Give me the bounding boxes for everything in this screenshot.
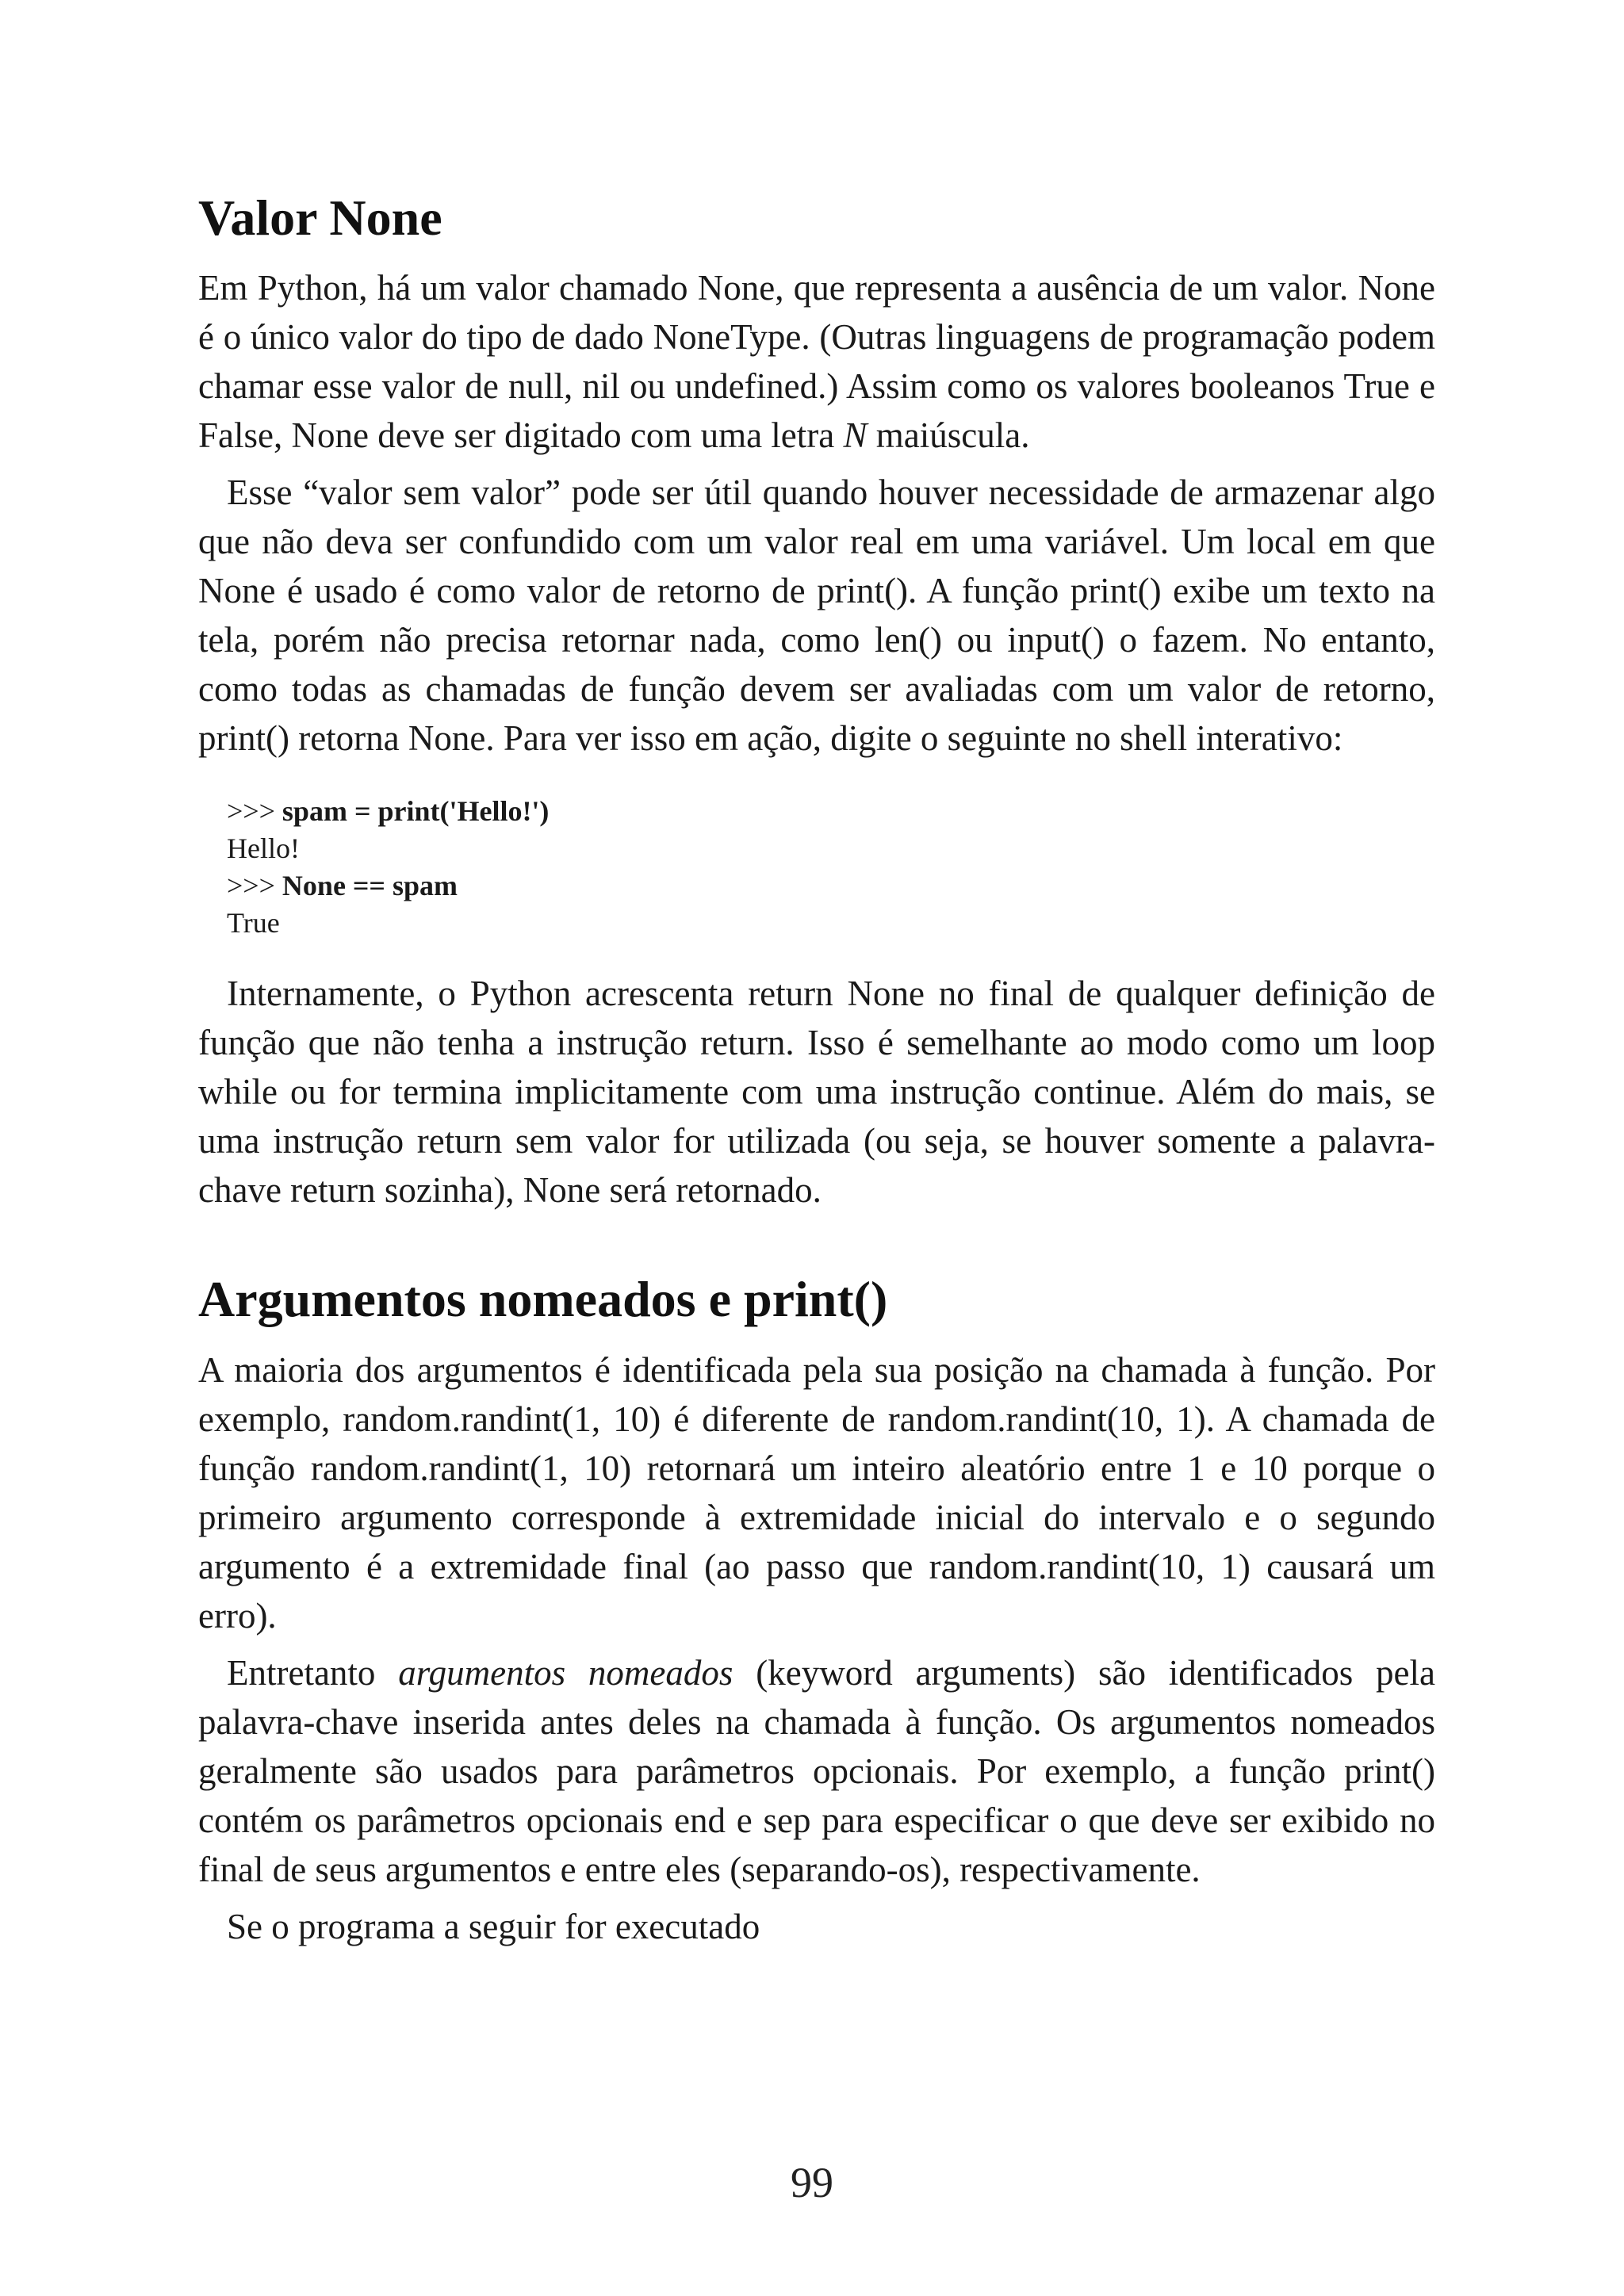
code-input: spam = print('Hello!') (282, 795, 550, 828)
code-line (227, 793, 1435, 830)
paragraph: Se o programa a seguir for executado (227, 1906, 760, 1946)
shell-prompt: >>> (227, 795, 282, 828)
text-run: Entretanto (227, 1652, 399, 1693)
paragraph (198, 263, 1435, 460)
text-run: (keyword arguments) são identificados pela palavra-chave inserida antes deles na chamada à função. Os argumentos nomeados geralmente são usados para parâmetros opcionais. Por exemplo, a função print() contém os parâmetros opcionais end e sep para especificar o que deve ser exibido no final de seus argumentos e entre eles (separando-os), respectivamente. (198, 1652, 1435, 1889)
emphasis-text: argumentos nomeados (398, 1652, 733, 1693)
paragraph: Internamente, o Python acrescenta return None no final de qualquer definição de função que não tenha a instrução return. Isso é semelhante ao modo como um loop while ou for termina implicitamente com uma instrução continue. Além do mais, se uma instrução return sem valor for utilizada (ou seja, se houver somente a palavra-chave return sozinha), None será retornado. (198, 974, 1435, 1211)
page-content (198, 190, 1435, 1951)
code-line (227, 867, 1435, 905)
paragraph (198, 1648, 1435, 1894)
code-output: Hello! (227, 832, 300, 865)
code-input: None == spam (282, 870, 458, 902)
shell-prompt: >>> (227, 870, 282, 902)
text-run: Em Python, há um valor chamado None, que representa a ausência de um valor. None é o único valor do tipo de dado NoneType. (Outras linguagens de programação podem chamar esse valor de null, nil ou undefined.) Assim como os valores booleanos True e False, None deve ser digitado com uma letra (198, 268, 1435, 456)
emphasis-text: N (843, 415, 868, 456)
section-heading-valor-none: Valor None (198, 189, 442, 246)
text-run: maiúscula. (867, 415, 1030, 456)
paragraph: A maioria dos argumentos é identificada pela sua posição na chamada à função. Por exemplo, random.randint(1, 10) é diferente de random.randint(10, 1). A chamada de função random.randint(1, 10) retornará um inteiro aleatório entre 1 e 10 porque o primeiro argumento corresponde à extremidade inicial do intervalo e o segundo argumento é a extremidade final (ao passo que random.randint(10, 1) causará um erro). (198, 1349, 1435, 1636)
section-heading-argumentos-nomeados: Argumentos nomeados e print() (198, 1271, 888, 1328)
paragraph: Esse “valor sem valor” pode ser útil quando houver necessidade de armazenar algo que não deva ser confundido com um valor real em uma variável. Um local em que None é usado é como valor de retorno de print(). A função print() exibe um texto na tela, porém não precisa retornar nada, como len() ou input() o fazem. No entanto, como todas as chamadas de função devem ser avaliadas com um valor de retorno, print() retorna None. Para ver isso em ação, digite o seguinte no shell interativo: (198, 473, 1435, 759)
code-output: True (227, 907, 280, 939)
page-number: 99 (791, 2159, 833, 2206)
code-block (227, 793, 1435, 942)
